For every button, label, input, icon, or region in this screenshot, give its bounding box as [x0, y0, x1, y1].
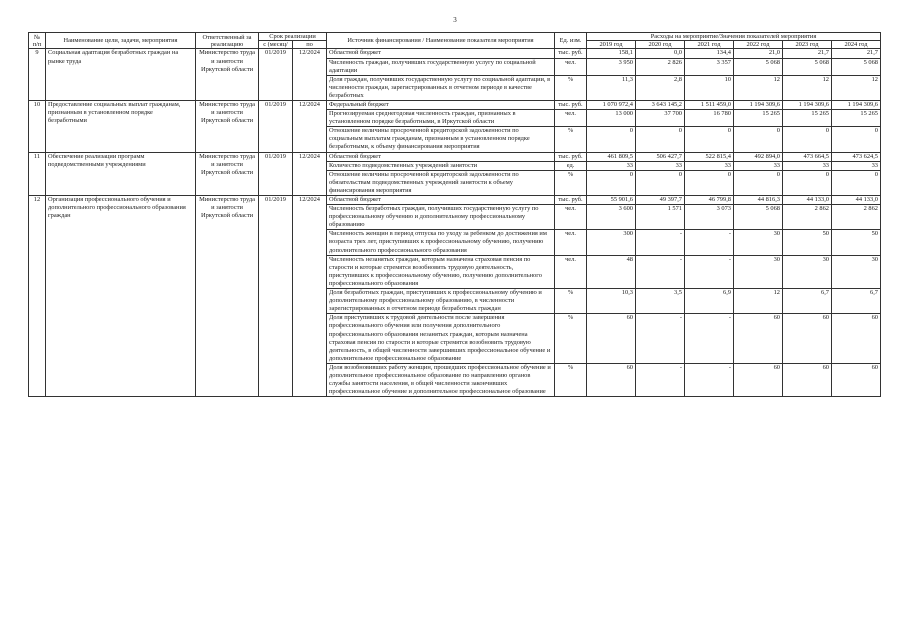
year-value-cell: 3 073	[685, 205, 734, 230]
year-value-cell: 44 133,0	[832, 196, 881, 205]
year-value-cell: 33	[685, 161, 734, 170]
year-value-cell: 49 397,7	[636, 196, 685, 205]
year-value-cell: 33	[636, 161, 685, 170]
activity-name: Организация профессионального обучения и дополнительного профессионального образования граждан	[46, 196, 196, 397]
responsible-executor: Министерство труда и занятости Иркутской области	[196, 49, 259, 101]
year-value-cell: -	[636, 230, 685, 255]
indicator-label: Областной бюджет	[327, 196, 555, 205]
year-value-cell: 461 809,5	[587, 152, 636, 161]
year-value-cell: 55 901,6	[587, 196, 636, 205]
indicator-label: Доля возобновивших работу женщин, прошедших профессиональное обучение и дополнительное профессиональное образование по направлению органов службы занятости населения, в общей численности закончивших профессиональное обучение и дополнительное профессиональное образование	[327, 363, 555, 396]
year-value-cell: -	[685, 363, 734, 396]
year-value-cell: 60	[734, 314, 783, 364]
year-value-cell: 0	[685, 127, 734, 152]
indicator-label: Прогнозируемая среднегодовая численность граждан, признанных в установленном порядке безработными, в Иркутской области	[327, 110, 555, 127]
row-number: 9	[29, 49, 46, 101]
year-value-cell: 30	[832, 255, 881, 288]
year-value-cell: 6,7	[832, 289, 881, 314]
responsible-executor: Министерство труда и занятости Иркутской области	[196, 196, 259, 397]
unit-cell: %	[555, 289, 587, 314]
year-value-cell: 15 265	[734, 110, 783, 127]
term-end: 12/2024	[293, 152, 327, 195]
indicator-label: Областной бюджет	[327, 152, 555, 161]
year-value-cell: 33	[783, 161, 832, 170]
year-value-cell: 15 265	[783, 110, 832, 127]
year-value-cell: 1 511 459,0	[685, 100, 734, 109]
year-value-cell: 5 068	[734, 205, 783, 230]
page-number: 3	[453, 16, 457, 24]
year-value-cell: 60	[783, 314, 832, 364]
indicator-label: Численность женщин в период отпуска по уходу за ребенком до достижения им возраста трех лет, приступивших к профессиональному обучению, получению дополнительного профессионального образования	[327, 230, 555, 255]
header-name: Наименование цели, задачи, мероприятия	[46, 33, 196, 49]
year-value-cell: 0	[587, 170, 636, 195]
year-value-cell: 21,7	[783, 49, 832, 58]
header-term: Срок реализации	[259, 33, 327, 41]
year-value-cell: 44 816,3	[734, 196, 783, 205]
year-value-cell: 5 068	[832, 58, 881, 75]
year-value-cell: 46 799,8	[685, 196, 734, 205]
year-value-cell: 60	[587, 363, 636, 396]
year-value-cell: 1 070 972,4	[587, 100, 636, 109]
header-year: 2023 год	[783, 41, 832, 49]
year-value-cell: 2 862	[832, 205, 881, 230]
indicator-label: Отношение величины просроченной кредиторской задолженности по обязательствам подведомственных учреждений занятости к объему финансирования мероприятия	[327, 170, 555, 195]
header-year: 2020 год	[636, 41, 685, 49]
year-value-cell: -	[685, 255, 734, 288]
indicator-label: Численность безработных граждан, получивших государственную услугу по профессиональному обучению и дополнительному профессиональному образованию	[327, 205, 555, 230]
unit-cell: тыс. руб.	[555, 100, 587, 109]
year-value-cell: 12	[734, 289, 783, 314]
header-source: Источник финансирования / Наименование показателя мероприятия	[327, 33, 555, 49]
year-value-cell: 473 624,5	[832, 152, 881, 161]
activity-name: Предоставление социальных выплат гражданам, признанным в установленном порядке безработными	[46, 100, 196, 152]
year-value-cell: 60	[734, 363, 783, 396]
year-value-cell: 300	[587, 230, 636, 255]
term-start: 01/2019	[259, 196, 293, 397]
year-value-cell: 3,5	[636, 289, 685, 314]
year-value-cell: 12	[832, 75, 881, 100]
indicator-label: Федеральный бюджет	[327, 100, 555, 109]
activity-name: Обеспечение реализации программ подведомственными учреждениями	[46, 152, 196, 195]
unit-cell: %	[555, 314, 587, 364]
responsible-executor: Министерство труда и занятости Иркутской области	[196, 100, 259, 152]
year-value-cell: 0	[734, 170, 783, 195]
year-value-cell: 0	[636, 127, 685, 152]
table-row	[29, 100, 881, 109]
year-value-cell: 6,7	[783, 289, 832, 314]
year-value-cell: 33	[734, 161, 783, 170]
year-value-cell: 134,4	[685, 49, 734, 58]
year-value-cell: 15 265	[832, 110, 881, 127]
year-value-cell: 473 664,5	[783, 152, 832, 161]
year-value-cell: 3 643 145,2	[636, 100, 685, 109]
year-value-cell: 60	[832, 363, 881, 396]
indicator-label: Областной бюджет	[327, 49, 555, 58]
year-value-cell: 3 600	[587, 205, 636, 230]
year-value-cell: 1 194 309,6	[783, 100, 832, 109]
year-value-cell: -	[636, 314, 685, 364]
table-row	[29, 196, 881, 205]
indicator-label: Доля граждан, получивших государственную услугу по социальной адаптации, в численности граждан, зарегистрированных в отчетном периоде в качестве безработных	[327, 75, 555, 100]
year-value-cell: 5 068	[783, 58, 832, 75]
unit-cell: тыс. руб.	[555, 196, 587, 205]
responsible-executor: Министерство труда и занятости Иркутской области	[196, 152, 259, 195]
header-year: 2019 год	[587, 41, 636, 49]
year-value-cell: 33	[587, 161, 636, 170]
unit-cell: чел.	[555, 205, 587, 230]
year-value-cell: 2,8	[636, 75, 685, 100]
year-value-cell: 16 780	[685, 110, 734, 127]
year-value-cell: 2 826	[636, 58, 685, 75]
term-end: 12/2024	[293, 100, 327, 152]
header-expenses: Расходы на мероприятие/Значения показателей мероприятия	[587, 33, 881, 41]
program-activities-table	[28, 32, 881, 397]
year-value-cell: 1 194 309,6	[734, 100, 783, 109]
year-value-cell: 0	[587, 127, 636, 152]
indicator-label: Численность граждан, получивших государственную услугу по социальной адаптации	[327, 58, 555, 75]
unit-cell: тыс. руб.	[555, 152, 587, 161]
year-value-cell: -	[636, 255, 685, 288]
year-value-cell: 30	[783, 255, 832, 288]
term-start: 01/2019	[259, 100, 293, 152]
year-value-cell: 0	[734, 127, 783, 152]
year-value-cell: 60	[832, 314, 881, 364]
year-value-cell: 44 133,0	[783, 196, 832, 205]
year-value-cell: 13 000	[587, 110, 636, 127]
header-term-from: с (месяц/	[259, 41, 293, 49]
header-num: № п/п	[29, 33, 46, 49]
year-value-cell: 0	[832, 170, 881, 195]
table-row	[29, 152, 881, 161]
row-number: 11	[29, 152, 46, 195]
year-value-cell: 506 427,7	[636, 152, 685, 161]
year-value-cell: -	[685, 230, 734, 255]
header-year: 2024 год	[832, 41, 881, 49]
year-value-cell: 6,9	[685, 289, 734, 314]
unit-cell: чел.	[555, 255, 587, 288]
year-value-cell: 60	[587, 314, 636, 364]
unit-cell: ед.	[555, 161, 587, 170]
year-value-cell: 30	[734, 230, 783, 255]
table-body	[29, 49, 881, 397]
table-header	[29, 33, 881, 49]
unit-cell: чел.	[555, 58, 587, 75]
year-value-cell: 60	[783, 363, 832, 396]
year-value-cell: 21,7	[832, 49, 881, 58]
unit-cell: чел.	[555, 230, 587, 255]
year-value-cell: 0	[783, 127, 832, 152]
indicator-label: Доля безработных граждан, приступивших к профессиональному обучению и дополнительному профессиональному образованию, в численности зарегистрированных в отчетном периоде безработных граждан	[327, 289, 555, 314]
unit-cell: %	[555, 363, 587, 396]
year-value-cell: 5 068	[734, 58, 783, 75]
unit-cell: %	[555, 170, 587, 195]
year-value-cell: 3 357	[685, 58, 734, 75]
indicator-label: Количество подведомственных учреждений занятости	[327, 161, 555, 170]
year-value-cell: 0,0	[636, 49, 685, 58]
year-value-cell: 492 894,0	[734, 152, 783, 161]
year-value-cell: 1 571	[636, 205, 685, 230]
year-value-cell: 12	[783, 75, 832, 100]
year-value-cell: 0	[685, 170, 734, 195]
row-number: 10	[29, 100, 46, 152]
indicator-label: Доля приступивших к трудовой деятельности после завершения профессионального обучения или получения дополнительного профессионального образования незанятых граждан, которым назначена страховая пенсия по старости и которые стремятся возобновить трудовую деятельность, в общей численности завершивших профессиональное обучение и дополнительное профессиональное образование	[327, 314, 555, 364]
year-value-cell: 10	[685, 75, 734, 100]
indicator-label: Численность незанятых граждан, которым назначена страховая пенсия по старости и которые стремятся возобновить трудовую деятельность, приступивших к профессиональному обучению, получению дополнительного профессионального образования	[327, 255, 555, 288]
year-value-cell: 0	[636, 170, 685, 195]
year-value-cell: 0	[783, 170, 832, 195]
header-year: 2022 год	[734, 41, 783, 49]
year-value-cell: -	[636, 363, 685, 396]
term-end: 12/2024	[293, 49, 327, 101]
year-value-cell: 522 815,4	[685, 152, 734, 161]
year-value-cell: -	[685, 314, 734, 364]
year-value-cell: 50	[832, 230, 881, 255]
term-start: 01/2019	[259, 152, 293, 195]
table-row	[29, 49, 881, 58]
year-value-cell: 2 862	[783, 205, 832, 230]
year-value-cell: 30	[734, 255, 783, 288]
unit-cell: %	[555, 75, 587, 100]
unit-cell: чел.	[555, 110, 587, 127]
activity-name: Социальная адаптация безработных граждан на рынке труда	[46, 49, 196, 101]
year-value-cell: 37 700	[636, 110, 685, 127]
year-value-cell: 10,3	[587, 289, 636, 314]
header-unit: Ед. изм.	[555, 33, 587, 49]
unit-cell: %	[555, 127, 587, 152]
year-value-cell: 50	[783, 230, 832, 255]
year-value-cell: 0	[832, 127, 881, 152]
year-value-cell: 1 194 309,6	[832, 100, 881, 109]
year-value-cell: 48	[587, 255, 636, 288]
year-value-cell: 158,1	[587, 49, 636, 58]
header-year: 2021 год	[685, 41, 734, 49]
year-value-cell: 33	[832, 161, 881, 170]
year-value-cell: 21,0	[734, 49, 783, 58]
term-start: 01/2019	[259, 49, 293, 101]
year-value-cell: 12	[734, 75, 783, 100]
indicator-label: Отношение величины просроченной кредиторской задолженности по социальным выплатам гражданам, признанным в установленном порядке безработными, к объему финансирования мероприятия	[327, 127, 555, 152]
term-end: 12/2024	[293, 196, 327, 397]
row-number: 12	[29, 196, 46, 397]
header-responsible: Ответственный за реализацию	[196, 33, 259, 49]
header-term-to: по	[293, 41, 327, 49]
year-value-cell: 3 950	[587, 58, 636, 75]
unit-cell: тыс. руб.	[555, 49, 587, 58]
year-value-cell: 11,3	[587, 75, 636, 100]
